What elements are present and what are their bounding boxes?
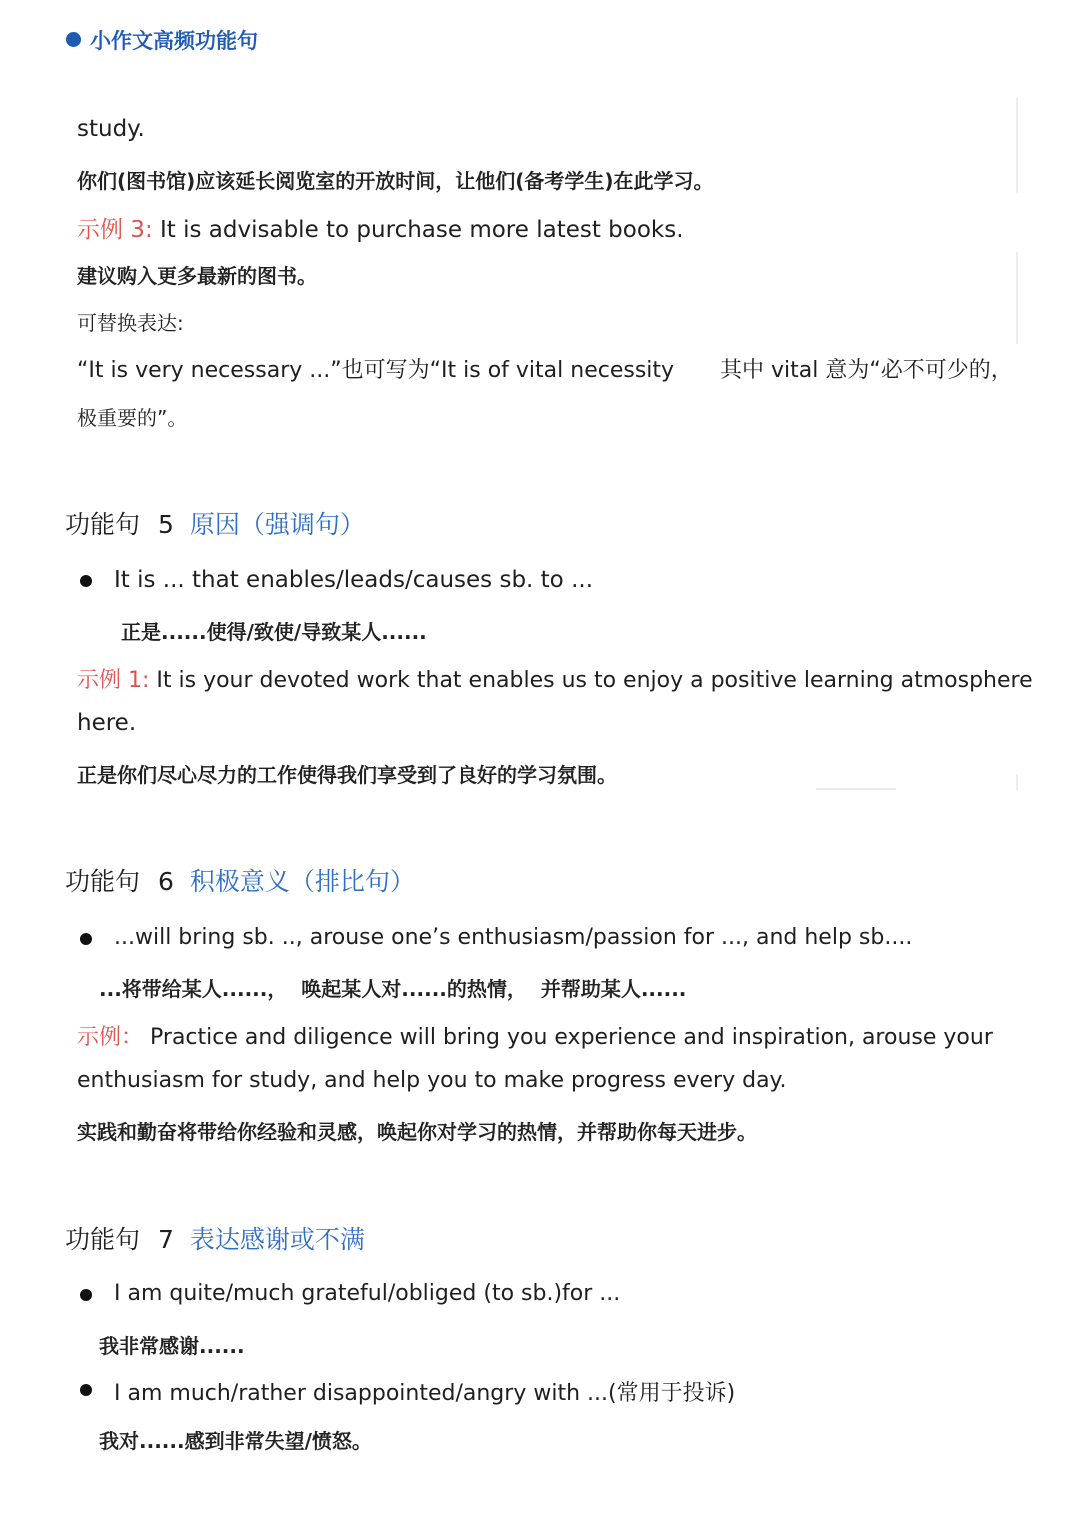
example-3-translation: 建议购入更多最新的图书。	[77, 264, 317, 288]
alt-expression-label: 可替换表达:	[77, 311, 184, 335]
pattern-text-1: I am quite/much grateful/obliged (to sb.)for ...	[114, 1281, 621, 1306]
divider	[1016, 252, 1018, 344]
bullet-icon	[80, 575, 92, 587]
section-heading-6	[65, 862, 415, 898]
example-text: Practice and diligence will bring you experience and inspiration, arouse your	[150, 1025, 993, 1050]
alt-expression-note: 其中 vital 意为“必不可少的，	[720, 358, 1013, 383]
example-translation: 正是你们尽心尽力的工作使得我们享受到了良好的学习氛围。	[77, 763, 617, 787]
bullet-icon	[80, 1384, 92, 1396]
pattern-translation-2: 我对......感到非常失望/愤怒。	[99, 1429, 372, 1453]
example-text-cont: here.	[77, 710, 137, 736]
example-text: It is your devoted work that enables us to enjoy a positive learning atmosphere	[156, 668, 1033, 693]
section-number: 7	[157, 1225, 174, 1254]
section-title: 原因（强调句）	[189, 510, 365, 539]
page-title: 小作文高频功能句	[90, 29, 258, 53]
section-number: 6	[157, 867, 174, 896]
divider	[1016, 774, 1018, 790]
divider	[816, 788, 896, 790]
example-label: 示例：	[77, 1025, 144, 1050]
pattern-text: ...will bring sb. .., arouse one’s enthusiasm/passion for ..., and help sb....	[114, 925, 913, 950]
bullet-icon	[80, 933, 92, 945]
section-heading-5	[65, 505, 365, 541]
pattern-text: It is ... that enables/leads/causes sb. to ...	[114, 567, 594, 593]
intro-translation: 你们(图书馆)应该延长阅览室的开放时间，让他们(备考学生)在此学习。	[77, 169, 714, 193]
pattern-text-2: I am much/rather disappointed/angry with ...(常用于投诉)	[114, 1381, 736, 1406]
example-label: 示例 3:	[77, 217, 153, 243]
section-number: 5	[157, 510, 174, 539]
pattern-translation-1: 我非常感谢......	[99, 1334, 245, 1358]
section-prefix: 功能句	[65, 510, 141, 539]
header-bullet-icon	[66, 32, 81, 47]
divider	[1016, 98, 1018, 193]
section-prefix: 功能句	[65, 1225, 141, 1254]
example-1	[77, 663, 1033, 694]
example-text-cont: enthusiasm for study, and help you to make progress every day.	[77, 1068, 787, 1093]
example-text: It is advisable to purchase more latest books.	[160, 217, 684, 243]
example-label: 示例 1:	[77, 668, 150, 693]
section-title: 积极意义（排比句）	[189, 867, 415, 896]
section-prefix: 功能句	[65, 867, 141, 896]
alt-expression-note-end: 极重要的”。	[77, 406, 188, 430]
example	[77, 1020, 993, 1051]
example-3	[77, 211, 684, 244]
pattern-translation: 正是......使得/致使/导致某人......	[121, 620, 427, 644]
example-translation: 实践和勤奋将带给你经验和灵感，唤起你对学习的热情，并帮助你每天进步。	[77, 1120, 757, 1144]
section-title: 表达感谢或不满	[189, 1225, 365, 1254]
section-heading-7	[65, 1220, 365, 1256]
bullet-icon	[80, 1289, 92, 1301]
alt-expression-text: “It is very necessary ...”也可写为“It is of vital necessity	[77, 358, 675, 383]
intro-line-study: study.	[77, 116, 145, 142]
pattern-translation: ...将带给某人......， 唤起某人对......的热情， 并帮助某人......	[99, 977, 687, 1001]
